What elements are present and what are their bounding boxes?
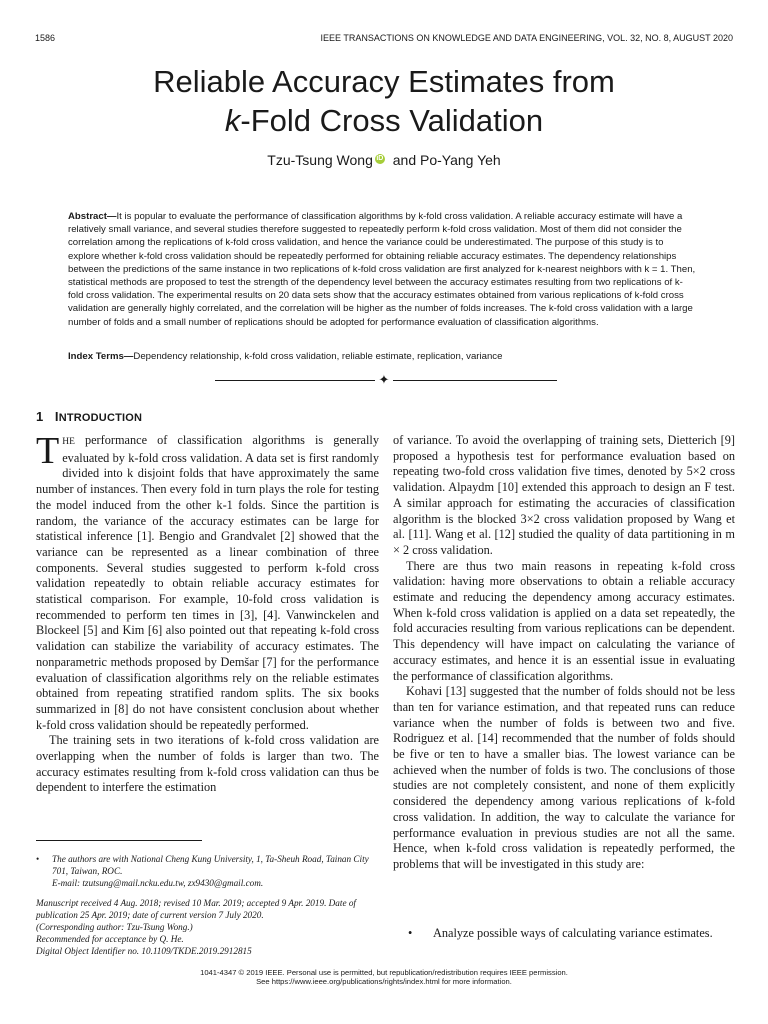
footnotes xyxy=(36,853,379,957)
author-name: Po-Yang Yeh xyxy=(420,152,501,168)
author-name: Tzu-Tsung Wong xyxy=(267,152,373,168)
index-terms-label: Index Terms— xyxy=(68,351,134,362)
smallcaps-he: HE xyxy=(62,437,75,447)
paragraph-text: performance of classification algorithms is generally evaluated by k-fold cross validation. A data set is first randomly divided into k disjoint folds that have approximately the same number of instances. Then every fold in turn plays the role for testing the model induced from the other k-1 folds. Since the partition is random, the variance of the accuracy estimates can be large for statistical inference [1]. Bengio and Grandvalet [2] showed that the variance can be represented as a linear combination of three components. Several studies suggested to perform k-fold cross validation repeatedly to obtain reliable accuracy estimates for statistical comparison. For example, 10-fold cross validation is recommended to perform ten times in [3], [4]. Vanwinckelen and Blockeel [5] and Kim [6] also pointed out that repeating k-fold cross validation can stabilize the variability of accuracy estimates. The nonparametric methods proposed by Demšar [7] for the performance evaluation of classification algorithms rely on the reliable estimates obtained from repeating stratified random splits. The six books summarized in [8] do not have consistent conclusion about whether k-fold cross validation should be repeatedly performed. xyxy=(36,433,379,732)
paragraph: There are thus two main reasons in repeating k-fold cross validation: having more observations to obtain a reliable accuracy estimate and reducing the dependency among accuracy estimates. When k-fold cross validation is applied on a data set repeatedly, the fold accuracies resulting from various replications can be dependent. This dependency will have impact on calculating the variance of accuracy estimates, and hence it is an essential issue in evaluating the performance of classification algorithms. xyxy=(393,558,735,683)
paragraph: The training sets in two iterations of k-fold cross validation are overlapping when the number of folds is larger than two. The accuracy estimates resulting from k-fold cross validation can thus be dependent to interfere the estimation xyxy=(36,733,379,795)
right-column xyxy=(393,433,735,873)
left-column xyxy=(36,430,379,796)
abstract-label: Abstract— xyxy=(68,211,117,222)
corresponding-author: (Corresponding author: Tzu-Tsung Wong.) xyxy=(36,922,193,932)
section-heading xyxy=(36,409,142,424)
paragraph: of variance. To avoid the overlapping of training sets, Dietterich [9] proposed a hypothesis test for performance evaluation based on repeating two-fold cross validation five times, denoted by 5×2 cross validation. Alpaydm [10] extended this approach to design an F test. A similar approach for estimating the accuracies of classification algorithm is the blocked 3×2 cross validation proposed by Wang et al. [11]. Wang et al. [12] studied the quality of data partitioning in m × 2 cross validation. xyxy=(393,433,735,557)
rights-link[interactable]: See https://www.ieee.org/publications/rights/index.html for more information. xyxy=(256,977,512,986)
copyright-notice xyxy=(0,968,768,986)
divider-ornament-icon: ✦ xyxy=(375,372,393,388)
title-line-2 xyxy=(0,101,768,140)
doi[interactable]: Digital Object Identifier no. 10.1109/TKDE.2019.2912815 xyxy=(36,946,252,956)
journal-header: IEEE TRANSACTIONS ON KNOWLEDGE AND DATA ENGINEERING, VOL. 32, NO. 8, AUGUST 2020 xyxy=(320,33,733,43)
copyright-line: 1041-4347 © 2019 IEEE. Personal use is permitted, but republication/redistribution requires IEEE permission. xyxy=(200,968,568,977)
author-list xyxy=(0,152,768,168)
drop-cap: T xyxy=(36,430,60,472)
title-line-1: Reliable Accuracy Estimates from xyxy=(153,64,615,99)
paper-title xyxy=(0,62,768,140)
section-title-initial: I xyxy=(54,409,59,424)
manuscript-dates: Manuscript received 4 Aug. 2018; revised 10 Mar. 2019; accepted 9 Apr. 2019. Date of publication 25 Apr. 2019; date of current version 7 July 2020. xyxy=(36,898,356,920)
affiliation-note xyxy=(36,853,379,889)
abstract-text: It is popular to evaluate the performance of classification algorithms by k-fold cross validation. A reliable accuracy estimate will have a relatively small variance, and several studies therefore suggested to repeatedly perform k-fold cross validation. Most of them did not consider the correlation among the replications of k-fold cross validation, and hence the variance could be underestimated. The purpose of this study is to explore whether k-fold cross validation should be repeatedly performed for obtaining reliable accuracy estimates. The dependency relationships between the predictions of the same instance in two replications of k-fold cross validation are first analyzed for k-nearest neighbors with k = 1. Then, statistical methods are proposed to test the strength of the dependency level between the accuracy estimates resulting from two replications of k-fold cross validation. The experimental results on 20 data sets show that the accuracy estimates obtained from various replications of k-fold cross validation are generally highly correlated, and the correlation will be higher as the number of folds increases. The k-fold cross validation with a large number of folds and a small number of replications should be adopted for performance evaluation of classification algorithms. xyxy=(68,211,696,328)
index-terms xyxy=(68,350,696,363)
page-number: 1586 xyxy=(35,33,56,43)
section-number: 1 xyxy=(36,409,44,424)
bullet-icon: • xyxy=(36,854,40,864)
paragraph: Kohavi [13] suggested that the number of folds should not be less than ten for variance estimation, and that repeated runs can reduce variance when the number of folds is between two and five. Rodriguez et al. [14] recommended that the number of folds should be five or ten to have a smaller bias. The lowest variance can be achieved when the number of folds is two. The conclusions of those studies are not completely consistent, and none of them explicitly considered the dependency among various replications of k-fold cross validation. In addition, the way to calculate the variance for performance evaluation in previous studies are not all the same. Hence, when k-fold cross validation is repeatedly performed, the problems that will be investigated in this study are: xyxy=(393,684,735,871)
section-title-rest: NTRODUCTION xyxy=(58,412,143,424)
bullet-icon: • xyxy=(408,926,413,940)
affiliation-email[interactable]: E-mail: tzutsung@mail.ncku.edu.tw, zx9430@gmail.com. xyxy=(52,878,264,888)
recommended-by: Recommended for acceptance by Q. He. xyxy=(36,934,184,944)
index-terms-text: Dependency relationship, k-fold cross validation, reliable estimate, replication, variance xyxy=(133,351,503,362)
title-line-2-rest: -Fold Cross Validation xyxy=(240,103,544,138)
abstract xyxy=(68,210,696,329)
orcid-icon[interactable]: iD xyxy=(376,155,384,162)
footnote-rule xyxy=(36,840,202,841)
affiliation-text: The authors are with National Cheng Kung University, 1, Ta-Sheuh Road, Tainan City 701, Taiwan, ROC. xyxy=(52,854,369,876)
bullet-list xyxy=(393,926,735,942)
paragraph xyxy=(36,430,379,733)
list-item xyxy=(393,926,735,942)
author-connector: and xyxy=(388,152,420,168)
list-item-text: Analyze possible ways of calculating variance estimates. xyxy=(433,926,713,940)
title-italic-k: k xyxy=(224,103,241,138)
